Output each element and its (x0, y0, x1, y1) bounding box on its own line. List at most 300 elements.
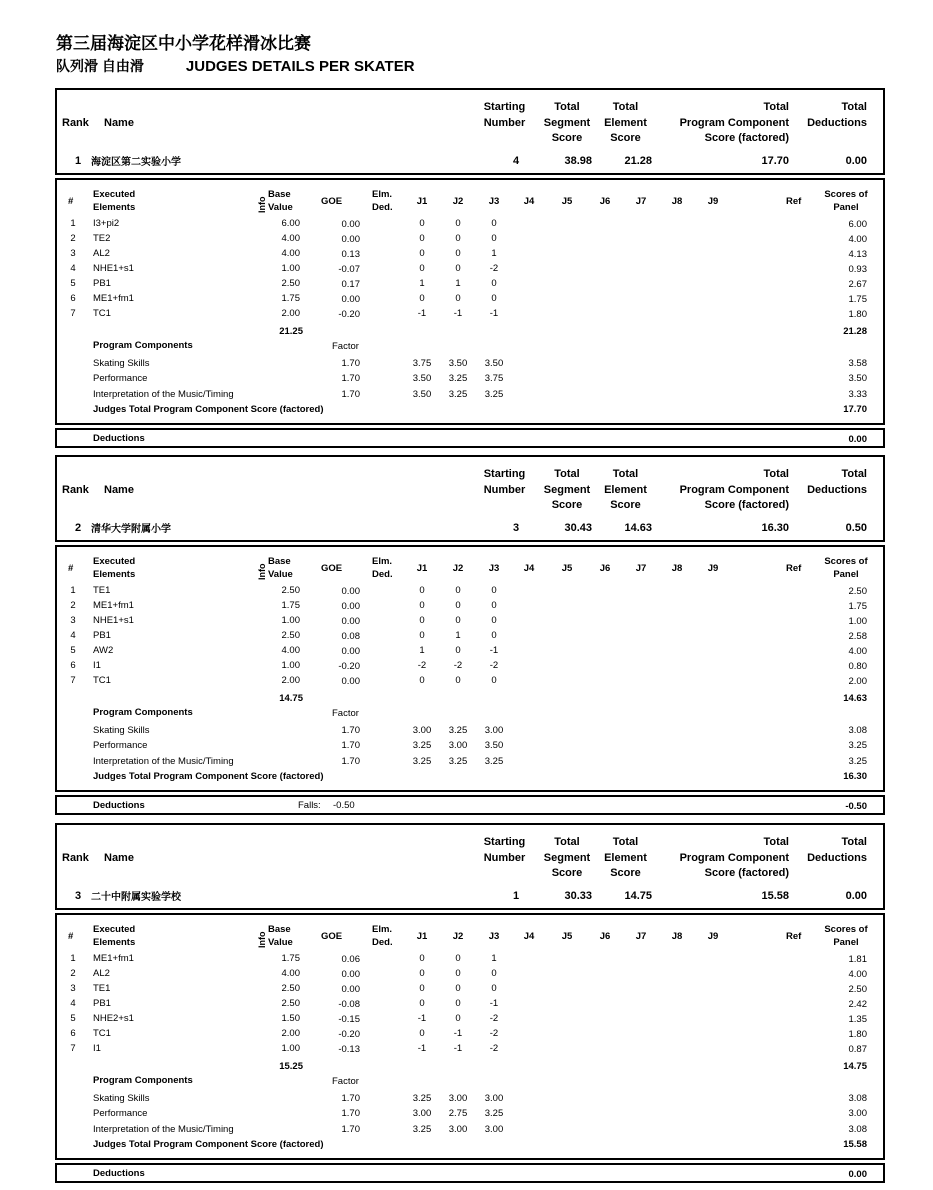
starting-header-1: Starting (483, 836, 526, 848)
pcs-header-3: Score (factored) (704, 867, 789, 879)
element-judge-score: -2 (489, 660, 499, 671)
element-goe: 0.00 (341, 586, 360, 597)
element-number: 5 (70, 1013, 76, 1024)
element-judge-score: 1 (455, 278, 461, 289)
tss-header-3: Score (551, 499, 583, 511)
col-goe-header: GOE (321, 931, 343, 942)
col-judge-header: J7 (635, 196, 647, 207)
component-panel-score: 3.00 (848, 1108, 867, 1119)
tss-header-2: Segment (543, 852, 591, 864)
component-judge-score: 3.25 (412, 1124, 432, 1135)
element-judge-score: 1 (419, 645, 425, 656)
starting-number: 1 (512, 890, 520, 902)
element-judge-score: 0 (419, 675, 425, 686)
total-segment-score: 30.43 (564, 522, 592, 534)
element-base-value: 2.50 (281, 630, 300, 641)
total-element-score: 14.75 (624, 890, 652, 902)
col-goe-header: GOE (321, 196, 343, 207)
pcs-header-1: Total (763, 101, 789, 113)
component-name: Interpretation of the Music/Timing (93, 756, 234, 767)
col-judge-header: J8 (671, 931, 683, 942)
element-judge-score: -2 (489, 1043, 499, 1054)
tes-header-2: Element (604, 117, 647, 129)
component-factor: 1.70 (341, 373, 360, 384)
component-name: Interpretation of the Music/Timing (93, 389, 234, 400)
component-panel-score: 3.25 (848, 740, 867, 751)
element-panel-score: 1.00 (848, 616, 867, 627)
col-elmded-header-2: Ded. (372, 202, 393, 213)
tss-header-2: Segment (543, 117, 591, 129)
element-number: 5 (70, 278, 76, 289)
component-panel-score: 3.08 (848, 1093, 867, 1104)
pcs-header-2: Program Component (679, 484, 789, 496)
element-panel-score: 0.80 (848, 661, 867, 672)
base-value-total: 15.25 (279, 1061, 303, 1072)
component-judge-score: 3.25 (484, 389, 504, 400)
total-segment-score: 38.98 (564, 155, 592, 167)
col-elements-header-2: Elements (93, 202, 136, 213)
panel-element-total: 14.63 (843, 693, 867, 704)
element-panel-score: 1.81 (848, 954, 867, 965)
component-judge-score: 3.50 (412, 373, 432, 384)
col-ref-header: Ref (786, 563, 802, 574)
element-code: ME1+fm1 (93, 953, 134, 964)
col-judge-header: J1 (416, 563, 428, 574)
starting-header-1: Starting (483, 101, 526, 113)
element-judge-score: 0 (491, 293, 497, 304)
col-panel-header-2: Panel (833, 937, 859, 948)
judges-total-pcs-label: Judges Total Program Component Score (factored) (93, 771, 324, 782)
element-base-value: 4.00 (281, 645, 300, 656)
element-panel-score: 2.50 (848, 984, 867, 995)
ded-header-1: Total (841, 468, 867, 480)
pcs-header-1: Total (763, 468, 789, 480)
pcs-header-1: Total (763, 836, 789, 848)
tss-header-1: Total (554, 836, 580, 848)
col-elements-header-2: Elements (93, 569, 136, 580)
event-title: 第三届海淀区中小学花样滑冰比赛 (56, 34, 311, 53)
col-judge-header: J9 (707, 931, 719, 942)
element-number: 6 (70, 293, 76, 304)
col-ref-header: Ref (786, 196, 802, 207)
judges-total-pcs-label: Judges Total Program Component Score (factored) (93, 404, 324, 415)
col-base-header-1: Base (268, 924, 291, 935)
element-goe: -0.15 (338, 1014, 360, 1025)
element-base-value: 2.50 (281, 278, 300, 289)
element-number: 1 (70, 953, 76, 964)
element-code: PB1 (93, 278, 111, 289)
component-factor: 1.70 (341, 740, 360, 751)
element-goe: 0.00 (341, 984, 360, 995)
element-panel-score: 0.87 (848, 1044, 867, 1055)
component-factor: 1.70 (341, 358, 360, 369)
component-panel-score: 3.08 (848, 1124, 867, 1135)
element-code: PB1 (93, 998, 111, 1009)
element-base-value: 2.00 (281, 308, 300, 319)
element-judge-score: 0 (455, 1013, 461, 1024)
component-judge-score: 3.75 (412, 358, 432, 369)
element-code: TC1 (93, 308, 111, 319)
tes-header-2: Element (604, 484, 647, 496)
element-judge-score: -1 (417, 1013, 427, 1024)
element-judge-score: 0 (455, 248, 461, 259)
element-judge-score: 0 (491, 278, 497, 289)
element-judge-score: 0 (419, 615, 425, 626)
component-panel-score: 3.33 (848, 389, 867, 400)
total-element-score: 21.28 (624, 155, 652, 167)
element-goe: -0.13 (338, 1044, 360, 1055)
element-judge-score: 0 (419, 630, 425, 641)
elements-detail-box (55, 545, 885, 792)
element-judge-score: -1 (489, 308, 499, 319)
element-base-value: 1.75 (281, 953, 300, 964)
skater-rank: 2 (75, 522, 82, 534)
component-judge-score: 3.25 (484, 1108, 504, 1119)
element-number: 7 (70, 675, 76, 686)
element-code: I3+pi2 (93, 218, 120, 229)
col-judge-header: J5 (561, 563, 573, 574)
tss-header-3: Score (551, 867, 583, 879)
element-base-value: 2.00 (281, 1028, 300, 1039)
total-deductions: 0.50 (845, 522, 867, 534)
component-judge-score: 3.25 (412, 740, 432, 751)
skater-block (55, 823, 885, 1190)
element-panel-score: 2.58 (848, 631, 867, 642)
element-base-value: 6.00 (281, 218, 300, 229)
skater-name: 海淀区第二实验小学 (91, 157, 181, 168)
skater-header-box (55, 823, 885, 910)
skater-header-box (55, 455, 885, 542)
col-elmded-header-2: Ded. (372, 569, 393, 580)
component-name: Skating Skills (93, 725, 150, 736)
col-elements-header-1: Executed (93, 556, 136, 567)
element-goe: 0.00 (341, 294, 360, 305)
component-name: Skating Skills (93, 1093, 150, 1104)
element-judge-score: -2 (489, 263, 499, 274)
skater-header-box (55, 88, 885, 175)
skater-name: 清华大学附属小学 (91, 524, 171, 535)
program-components-header: Program Components (93, 707, 193, 718)
element-judge-score: 0 (419, 998, 425, 1009)
ded-header-2: Deductions (807, 484, 867, 496)
col-num-header: # (68, 563, 74, 574)
col-panel-header-2: Panel (833, 569, 859, 580)
element-base-value: 4.00 (281, 248, 300, 259)
component-factor: 1.70 (341, 1124, 360, 1135)
element-number: 1 (70, 585, 76, 596)
elements-detail-box (55, 178, 885, 425)
skater-block (55, 455, 885, 822)
element-judge-score: 0 (455, 615, 461, 626)
judges-total-pcs-value: 16.30 (843, 771, 867, 782)
element-judge-score: 1 (491, 248, 497, 259)
col-judge-header: J8 (671, 563, 683, 574)
element-goe: 0.00 (341, 646, 360, 657)
element-judge-score: 0 (419, 1028, 425, 1039)
col-panel-header-1: Scores of (824, 189, 868, 200)
col-judge-header: J9 (707, 563, 719, 574)
component-judge-score: 3.00 (484, 1093, 504, 1104)
component-judge-score: 3.50 (412, 389, 432, 400)
component-judge-score: 3.50 (484, 358, 504, 369)
component-name: Performance (93, 740, 148, 751)
component-name: Interpretation of the Music/Timing (93, 1124, 234, 1135)
element-panel-score: 2.00 (848, 676, 867, 687)
deductions-box (55, 795, 885, 815)
ded-header-1: Total (841, 836, 867, 848)
element-base-value: 2.50 (281, 585, 300, 596)
element-number: 2 (70, 600, 76, 611)
deductions-total: 0.00 (848, 434, 867, 445)
element-code: TC1 (93, 675, 111, 686)
col-elmded-header-1: Elm. (372, 556, 393, 567)
col-goe-header: GOE (321, 563, 343, 574)
deductions-label: Deductions (93, 1168, 145, 1179)
element-base-value: 2.00 (281, 675, 300, 686)
component-judge-score: 3.25 (448, 389, 468, 400)
element-judge-score: 0 (419, 248, 425, 259)
tss-header-3: Score (551, 132, 583, 144)
ded-header-2: Deductions (807, 117, 867, 129)
element-judge-score: 1 (491, 953, 497, 964)
component-factor: 1.70 (341, 756, 360, 767)
col-judge-header: J6 (599, 196, 611, 207)
skater-rank: 1 (75, 155, 82, 167)
col-judge-header: J4 (523, 196, 535, 207)
element-judge-score: 0 (491, 585, 497, 596)
col-judge-header: J7 (635, 931, 647, 942)
component-factor: 1.70 (341, 1093, 360, 1104)
element-goe: 0.00 (341, 969, 360, 980)
col-judge-header: J2 (452, 563, 464, 574)
element-base-value: 1.00 (281, 1043, 300, 1054)
col-ref-header: Ref (786, 931, 802, 942)
element-base-value: 2.50 (281, 983, 300, 994)
report-title: JUDGES DETAILS PER SKATER (185, 58, 415, 75)
name-header: Name (104, 484, 134, 496)
col-base-header-2: Value (268, 202, 293, 213)
element-panel-score: 1.80 (848, 1029, 867, 1040)
element-base-value: 1.00 (281, 263, 300, 274)
tes-header-2: Element (604, 852, 647, 864)
element-code: AL2 (93, 248, 110, 259)
element-base-value: 1.50 (281, 1013, 300, 1024)
total-pcs: 16.30 (761, 522, 789, 534)
col-judge-header: J6 (599, 563, 611, 574)
col-base-header-1: Base (268, 556, 291, 567)
program-components-header: Program Components (93, 1075, 193, 1086)
element-code: I1 (93, 1043, 101, 1054)
base-value-total: 21.25 (279, 326, 303, 337)
element-number: 7 (70, 308, 76, 319)
element-panel-score: 0.93 (848, 264, 867, 275)
panel-element-total: 21.28 (843, 326, 867, 337)
element-judge-score: 0 (455, 645, 461, 656)
element-judge-score: 0 (491, 968, 497, 979)
deductions-box (55, 1163, 885, 1183)
starting-header-2: Number (483, 852, 526, 864)
tes-header-3: Score (610, 867, 641, 879)
col-judge-header: J2 (452, 931, 464, 942)
element-judge-score: -2 (417, 660, 427, 671)
element-judge-score: -1 (417, 308, 427, 319)
element-number: 2 (70, 233, 76, 244)
component-judge-score: 3.25 (448, 725, 468, 736)
component-name: Performance (93, 373, 148, 384)
col-num-header: # (68, 931, 74, 942)
element-goe: -0.20 (338, 309, 360, 320)
element-code: AL2 (93, 968, 110, 979)
col-judge-header: J1 (416, 931, 428, 942)
col-panel-header-2: Panel (833, 202, 859, 213)
component-panel-score: 3.58 (848, 358, 867, 369)
col-panel-header-1: Scores of (824, 924, 868, 935)
element-judge-score: -1 (453, 1043, 463, 1054)
component-judge-score: 3.25 (484, 756, 504, 767)
skater-rank: 3 (75, 890, 82, 902)
element-goe: 0.00 (341, 601, 360, 612)
element-number: 3 (70, 983, 76, 994)
element-judge-score: -1 (417, 1043, 427, 1054)
factor-header: Factor (332, 708, 359, 719)
element-base-value: 2.50 (281, 998, 300, 1009)
rank-header: Rank (62, 852, 89, 864)
component-judge-score: 3.00 (448, 740, 468, 751)
element-number: 2 (70, 968, 76, 979)
col-judge-header: J3 (488, 196, 500, 207)
element-judge-score: -1 (453, 1028, 463, 1039)
element-judge-score: 0 (491, 983, 497, 994)
element-base-value: 1.75 (281, 600, 300, 611)
skater-name: 二十中附属实验学校 (91, 892, 181, 903)
component-name: Skating Skills (93, 358, 150, 369)
element-judge-score: -2 (453, 660, 463, 671)
component-judge-score: 3.25 (448, 756, 468, 767)
component-panel-score: 3.08 (848, 725, 867, 736)
element-goe: 0.06 (341, 954, 360, 965)
component-judge-score: 3.75 (484, 373, 504, 384)
col-judge-header: J5 (561, 931, 573, 942)
element-base-value: 1.75 (281, 293, 300, 304)
elements-detail-box (55, 913, 885, 1160)
col-judge-header: J3 (488, 931, 500, 942)
col-judge-header: J9 (707, 196, 719, 207)
element-judge-score: 0 (455, 585, 461, 596)
element-goe: 0.08 (341, 631, 360, 642)
element-code: PB1 (93, 630, 111, 641)
pcs-header-3: Score (factored) (704, 132, 789, 144)
element-judge-score: 0 (491, 233, 497, 244)
col-judge-header: J4 (523, 931, 535, 942)
col-panel-header-1: Scores of (824, 556, 868, 567)
component-judge-score: 3.25 (412, 1093, 432, 1104)
tss-header-1: Total (554, 468, 580, 480)
element-judge-score: 0 (455, 968, 461, 979)
element-judge-score: 0 (419, 263, 425, 274)
element-code: ME1+fm1 (93, 293, 134, 304)
element-judge-score: 0 (491, 615, 497, 626)
element-judge-score: 0 (491, 600, 497, 611)
element-goe: -0.08 (338, 999, 360, 1010)
deduction-detail-value: -0.50 (333, 800, 355, 811)
element-panel-score: 2.50 (848, 586, 867, 597)
element-code: I1 (93, 660, 101, 671)
tes-header-3: Score (610, 499, 641, 511)
total-pcs: 17.70 (761, 155, 789, 167)
col-base-header-2: Value (268, 569, 293, 580)
element-panel-score: 4.00 (848, 646, 867, 657)
col-elements-header-1: Executed (93, 189, 136, 200)
col-judge-header: J7 (635, 563, 647, 574)
element-panel-score: 6.00 (848, 219, 867, 230)
segment-name: 队列滑 自由滑 (56, 58, 144, 74)
col-judge-header: J1 (416, 196, 428, 207)
judges-total-pcs-value: 17.70 (843, 404, 867, 415)
element-goe: 0.13 (341, 249, 360, 260)
element-goe: -0.07 (338, 264, 360, 275)
col-info-header: Info (257, 931, 267, 948)
report-subtitle (56, 56, 415, 76)
element-goe: 0.00 (341, 676, 360, 687)
element-code: TE2 (93, 233, 111, 244)
col-elmded-header-1: Elm. (372, 924, 393, 935)
element-judge-score: 0 (455, 953, 461, 964)
col-elmded-header-2: Ded. (372, 937, 393, 948)
col-base-header-2: Value (268, 937, 293, 948)
element-number: 3 (70, 248, 76, 259)
tes-header-1: Total (612, 101, 639, 113)
starting-header-2: Number (483, 484, 526, 496)
col-elements-header-1: Executed (93, 924, 136, 935)
element-judge-score: 0 (419, 293, 425, 304)
element-code: NHE1+s1 (93, 615, 134, 626)
tes-header-3: Score (610, 132, 641, 144)
ded-header-1: Total (841, 101, 867, 113)
element-judge-score: 0 (455, 983, 461, 994)
component-judge-score: 3.00 (412, 725, 432, 736)
element-judge-score: -1 (489, 645, 499, 656)
pcs-header-2: Program Component (679, 852, 789, 864)
col-elements-header-2: Elements (93, 937, 136, 948)
element-code: TE1 (93, 585, 111, 596)
element-judge-score: 0 (491, 630, 497, 641)
rank-header: Rank (62, 484, 89, 496)
tes-header-1: Total (612, 836, 639, 848)
starting-header-1: Starting (483, 468, 526, 480)
element-base-value: 1.00 (281, 615, 300, 626)
component-judge-score: 3.00 (484, 1124, 504, 1135)
col-judge-header: J3 (488, 563, 500, 574)
component-name: Performance (93, 1108, 148, 1119)
judges-total-pcs-value: 15.58 (843, 1139, 867, 1150)
deduction-detail-label: Falls: (298, 800, 321, 811)
element-goe: -0.20 (338, 1029, 360, 1040)
element-panel-score: 1.75 (848, 294, 867, 305)
element-judge-score: 0 (455, 675, 461, 686)
tss-header-1: Total (554, 101, 580, 113)
component-judge-score: 3.00 (412, 1108, 432, 1119)
total-deductions: 0.00 (845, 155, 867, 167)
element-goe: 0.17 (341, 279, 360, 290)
starting-number: 3 (512, 522, 520, 534)
factor-header: Factor (332, 341, 359, 352)
element-number: 5 (70, 645, 76, 656)
base-value-total: 14.75 (279, 693, 303, 704)
component-judge-score: 3.50 (484, 740, 504, 751)
element-judge-score: 0 (419, 233, 425, 244)
element-goe: -0.20 (338, 661, 360, 672)
col-judge-header: J6 (599, 931, 611, 942)
